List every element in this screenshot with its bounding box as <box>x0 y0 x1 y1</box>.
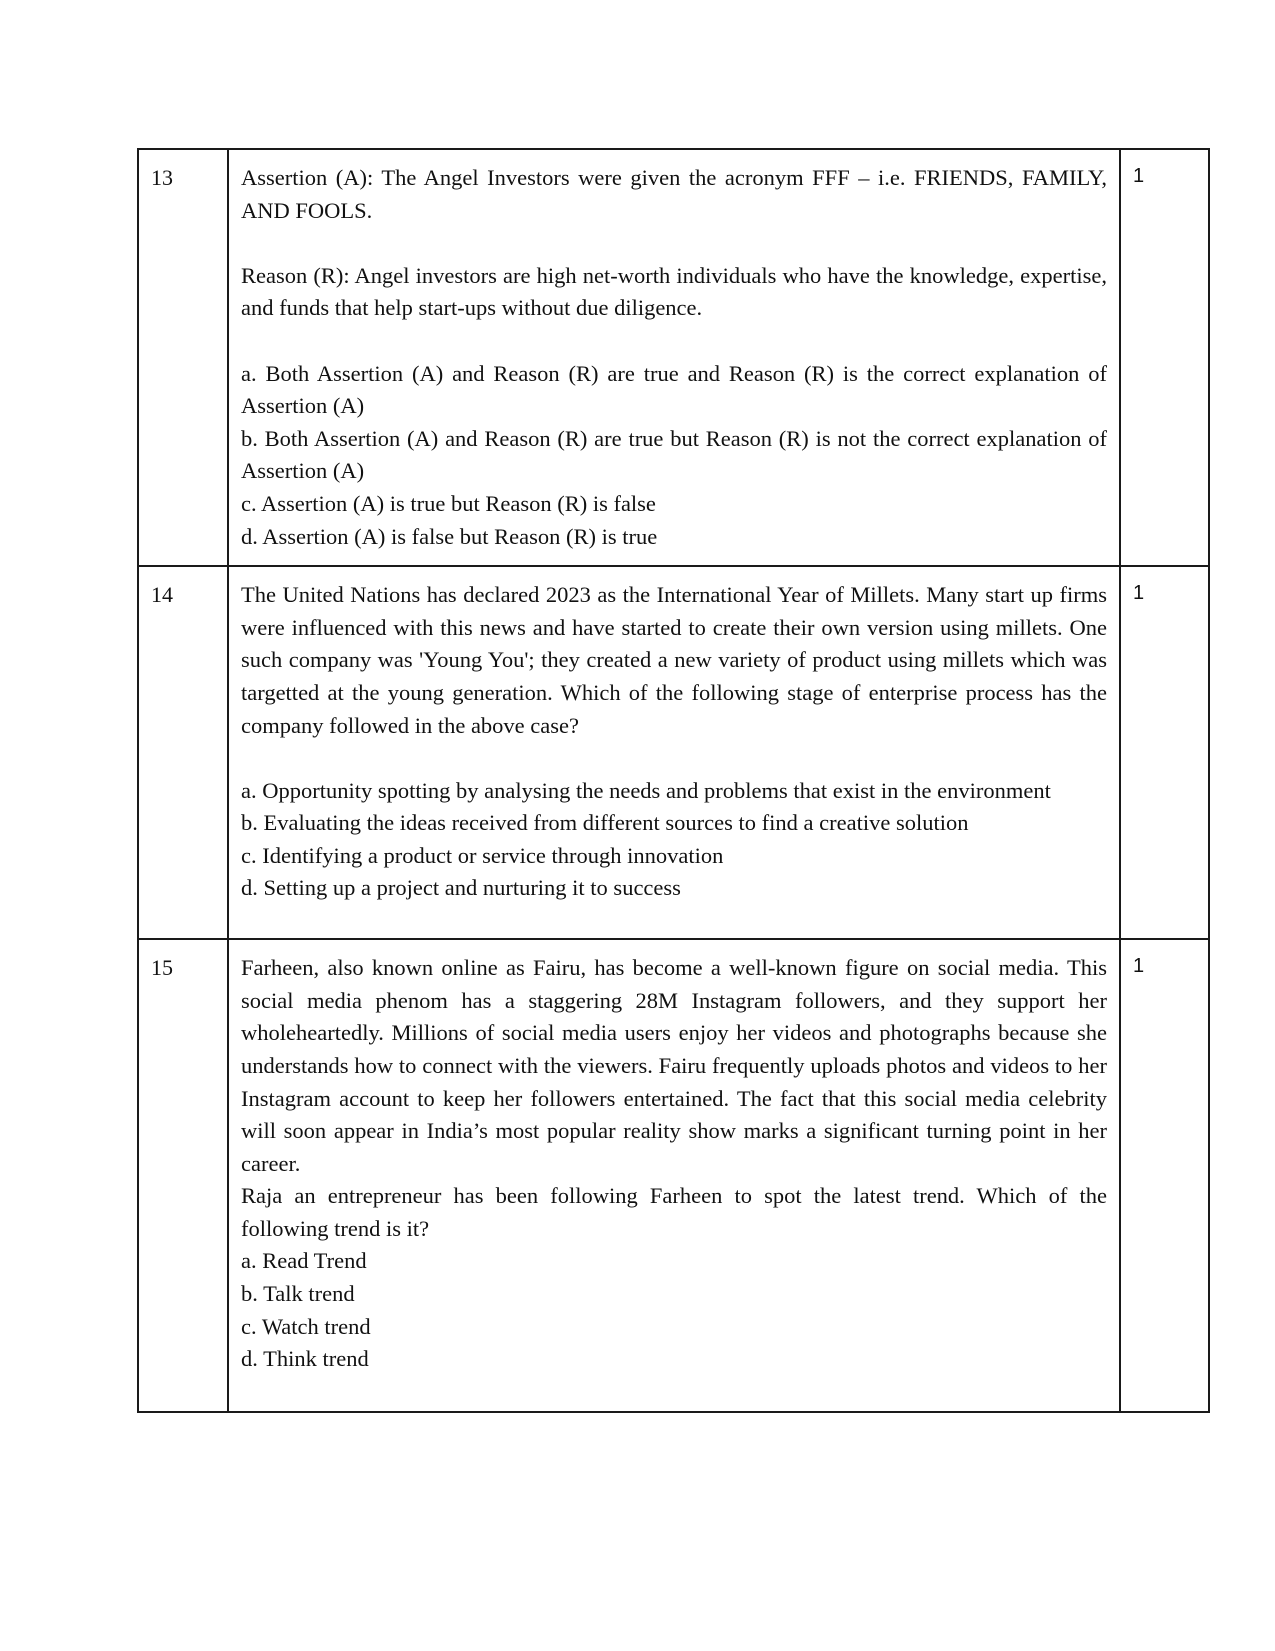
question-body <box>228 939 1120 1412</box>
question-body <box>228 149 1120 566</box>
option-d: d. Setting up a project and nurturing it to success <box>241 875 681 901</box>
question-stem: The United Nations has declared 2023 as the International Year of Millets. Many start up firms were influenced with this news and have started to create their own version using millets. One such company was 'Young You'; they created a new variety of product using millets which was targetted at the young generation. Which of the following stage of enterprise process has the company followed in the above case? <box>241 582 1107 738</box>
option-b: b. Both Assertion (A) and Reason (R) are true but Reason (R) is not the correct explanation of Assertion (A) <box>241 425 1107 484</box>
option-a: a. Both Assertion (A) and Reason (R) are true and Reason (R) is the correct explanation of Assertion (A) <box>241 360 1107 419</box>
option-c: c. Assertion (A) is true but Reason (R) is false <box>241 490 656 516</box>
question-number: 13 <box>138 149 228 566</box>
reason-text: Reason (R): Angel investors are high net-worth individuals who have the knowledge, expertise, and funds that help start-ups without due diligence. <box>241 262 1107 321</box>
question-stem: Raja an entrepreneur has been following Farheen to spot the latest trend. Which of the following trend is it? <box>241 1183 1107 1241</box>
option-b: b. Talk trend <box>241 1281 355 1307</box>
option-c: c. Identifying a product or service through innovation <box>241 842 724 868</box>
question-marks: 1 <box>1120 149 1209 566</box>
questions-table <box>137 148 1210 1413</box>
question-row-14 <box>138 566 1209 939</box>
question-number: 14 <box>138 566 228 939</box>
option-c: c. Watch trend <box>241 1313 371 1339</box>
option-a: a. Opportunity spotting by analysing the needs and problems that exist in the environment <box>241 777 1051 803</box>
question-number: 15 <box>138 939 228 1412</box>
option-d: d. Think trend <box>241 1346 369 1372</box>
question-body <box>228 566 1120 939</box>
question-row-13 <box>138 149 1209 566</box>
option-a: a. Read Trend <box>241 1248 367 1274</box>
case-passage: Farheen, also known online as Fairu, has become a well-known figure on social media. This social media phenom has a staggering 28M Instagram followers, and they support her wholeheartedly. Millions of social media users enjoy her videos and photographs because she understands how to connect with the viewers. Fairu frequently uploads photos and videos to her Instagram account to keep her followers entertained. The fact that this social media celebrity will soon appear in India’s most popular reality show marks a significant turning point in her career. <box>241 955 1107 1176</box>
question-marks: 1 <box>1120 566 1209 939</box>
question-row-15 <box>138 939 1209 1412</box>
assertion-text: Assertion (A): The Angel Investors were given the acronym FFF – i.e. FRIENDS, FAMILY, AND FOOLS. <box>241 165 1107 223</box>
option-d: d. Assertion (A) is false but Reason (R) is true <box>241 523 658 549</box>
question-marks: 1 <box>1120 939 1209 1412</box>
option-b: b. Evaluating the ideas received from different sources to find a creative solution <box>241 810 969 836</box>
